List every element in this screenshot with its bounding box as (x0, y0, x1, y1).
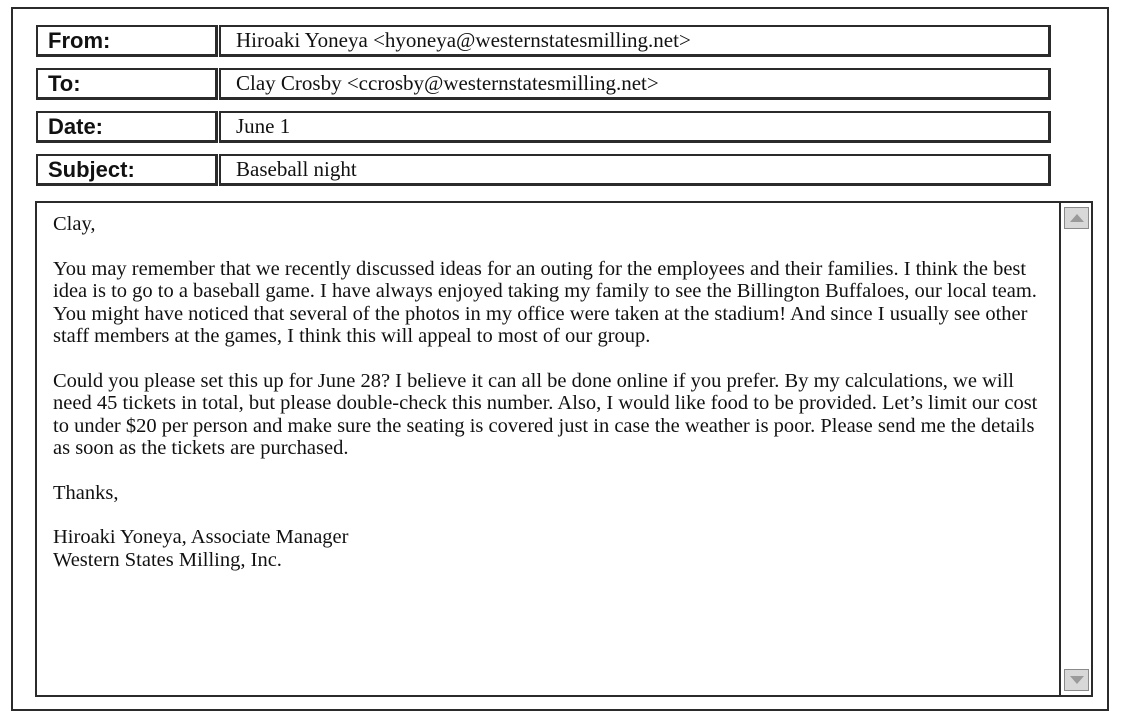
to-row (13, 68, 1073, 102)
from-row (13, 25, 1073, 59)
greeting: Clay, (53, 213, 96, 235)
scroll-up-button[interactable] (1064, 207, 1089, 229)
email-window (11, 7, 1109, 711)
paragraph-1: You may remember that we recently discussed ideas for an outing for the employees and their families. I think the best idea is to go to a baseball game. I have always enjoyed taking my family to see the Billington Buffaloes, our local team. You might have noticed that several of the photos in my office were taken at the stadium! And since I usually see other staff members at the games, I think this will appeal to most of our group. (53, 257, 1037, 347)
from-label: From: (36, 25, 218, 57)
paragraph-spacer (53, 236, 1045, 258)
vertical-scrollbar[interactable] (1059, 201, 1093, 697)
from-field[interactable]: Hiroaki Yoneya <hyoneya@westernstatesmilling.net> (219, 25, 1051, 57)
date-field[interactable]: June 1 (219, 111, 1051, 143)
signature-company: Western States Milling, Inc. (53, 548, 282, 571)
date-label: Date: (36, 111, 218, 143)
paragraph-spacer (53, 460, 1045, 482)
message-body[interactable] (35, 201, 1059, 697)
closing: Thanks, (53, 481, 119, 504)
to-field[interactable]: Clay Crosby <ccrosby@westernstatesmilling.net> (219, 68, 1051, 100)
subject-label: Subject: (36, 154, 218, 186)
paragraph-spacer (53, 504, 1045, 526)
signature-name: Hiroaki Yoneya, Associate Manager (53, 526, 349, 548)
to-label: To: (36, 68, 218, 100)
paragraph-spacer (53, 348, 1045, 370)
subject-row (13, 154, 1073, 188)
subject-field[interactable]: Baseball night (219, 154, 1051, 186)
arrow-up-icon (1070, 214, 1084, 222)
scroll-down-button[interactable] (1064, 669, 1089, 691)
arrow-down-icon (1070, 676, 1084, 684)
paragraph-2: Could you please set this up for June 28? I believe it can all be done online if you prefer. By my calculations, we will need 45 tickets in total, but please double-check this number. Also, I would like food to be provided. Let’s limit our cost to under $20 per person and make sure the seating is covered just in case the weather is poor. Please send me the details as soon as the tickets are purchased. (53, 369, 1038, 459)
date-row (13, 111, 1073, 145)
